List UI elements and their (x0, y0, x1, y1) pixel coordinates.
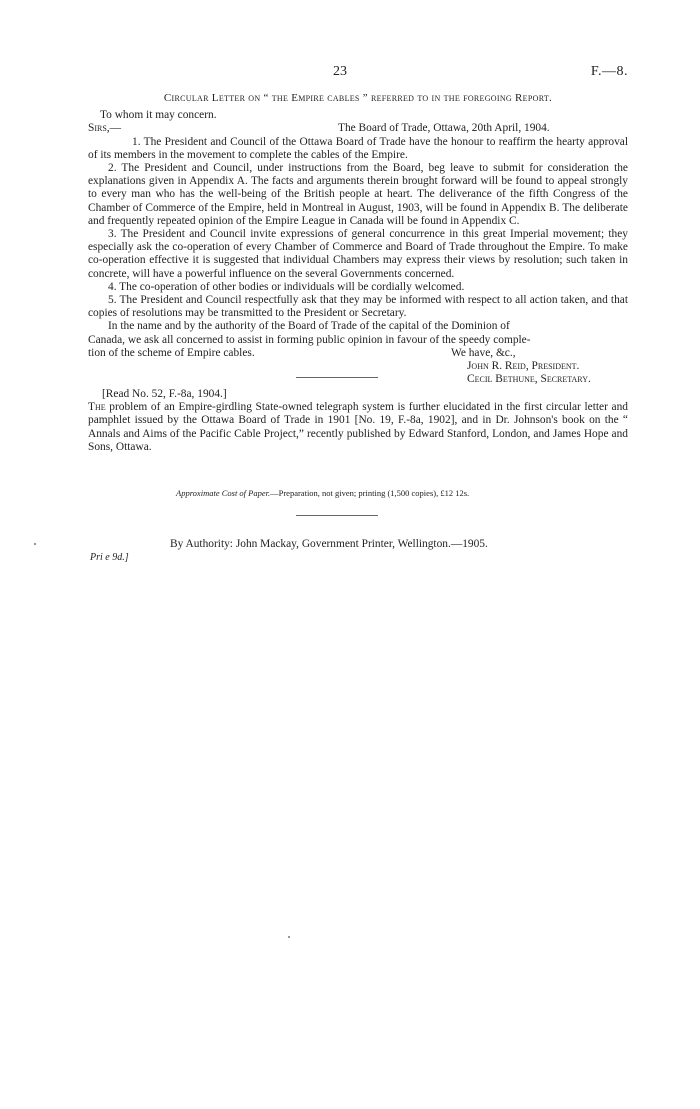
read-note-body: problem of an Empire-girdling State-owned telegraph system is further elucidated in the first circular letter and pamphlet issued by the Ottawa Board of Trade in 1901 [No. 19, F.-8a, 1902], and in Dr. Johnson's book on the “ Annals and Aims of the Pacific Cable Project,” recently published by Edward Stanford, London, and James Hope and Sons, Ottawa. (88, 401, 628, 453)
letter-paragraph-4: 4. The co-operation of other bodies or individuals will be cordially welcomed. (108, 280, 465, 293)
letter-paragraph-5: 5. The President and Council respectfully ask that they may be informed with respect to all action taken, and that copies of resolutions may be transmitted to the President or Secretary. (88, 294, 628, 320)
signature-president: John R. Reid, President. (467, 360, 580, 373)
signoff-block (88, 347, 628, 387)
salutation-row (88, 122, 628, 135)
place-and-date: The Board of Trade, Ottawa, 20th April, 1904. (338, 122, 550, 135)
page-number: 23 (333, 64, 347, 79)
read-note (88, 388, 628, 454)
footer-divider (296, 515, 378, 516)
closing-line-1: In the name and by the authority of the Board of Trade of the capital of the Dominion of (108, 320, 510, 333)
letter-address: To whom it may concern. (100, 109, 217, 122)
section-divider (296, 377, 378, 378)
closing-line-3: tion of the scheme of Empire cables. (88, 346, 255, 359)
circular-letter (88, 92, 628, 387)
scan-speck (288, 936, 290, 938)
cost-label: Approximate Cost of Paper. (176, 488, 271, 498)
closing-line-2: Canada, we ask all concerned to assist in forming public opinion in favour of the speedy comple- (88, 333, 531, 346)
letter-paragraph-3: 3. The President and Council invite expressions of general concurrence in this great Imperial movement; they especially ask the co-operation of every Chamber of Commerce and Board of Trade throughout the Empire. To make co-operation effective it is suggested that individual Chambers may express their views by resolution; such taken in concrete, will have a powerful influence on the several Governments concerned. (88, 228, 628, 280)
read-note-lead: The (88, 401, 106, 414)
letter-paragraph-2: 2. The President and Council, under instructions from the Board, beg leave to submit for consideration the explanations given in Appendix A. The facts and arguments therein brought forward will be found to appeal strongly to every man who has the well-being of the British people at heart. The deliverance of the fifth Congress of the Chamber of Commerce of the Empire, held in Montreal in August, 1903, will be found in Appendix B. The deliberate and frequently repeated opinion of the Empire League in Canada will be found in Appendix C. (88, 162, 628, 227)
read-note-text (88, 401, 628, 454)
cost-text: —Preparation, not given; printing (1,500 copies), £12 12s. (270, 488, 470, 498)
letter-heading: Circular Letter on “ the Empire cables ” referred to in the foregoing Report. (163, 92, 553, 104)
printer-imprint: By Authority: John Mackay, Government Printer, Wellington.—1905. (170, 538, 488, 550)
letter-paragraph-1: 1. The President and Council of the Ottawa Board of Trade have the honour to reaffirm the hearty approval of its members in the movement to complete the cables of the Empire. (88, 135, 628, 161)
price-mark: Pri e 9d.] (90, 552, 129, 563)
read-reference: [Read No. 52, F.-8a, 1904.] (102, 388, 227, 400)
cost-line (176, 488, 469, 498)
salutation: Sirs,— (88, 122, 122, 135)
page-header (88, 64, 628, 80)
signature-secretary: Cecil Bethune, Secretary. (467, 373, 591, 386)
valediction: We have, &c., (451, 346, 516, 359)
scan-speck (34, 543, 36, 545)
document-reference: F.—8. (590, 64, 628, 79)
